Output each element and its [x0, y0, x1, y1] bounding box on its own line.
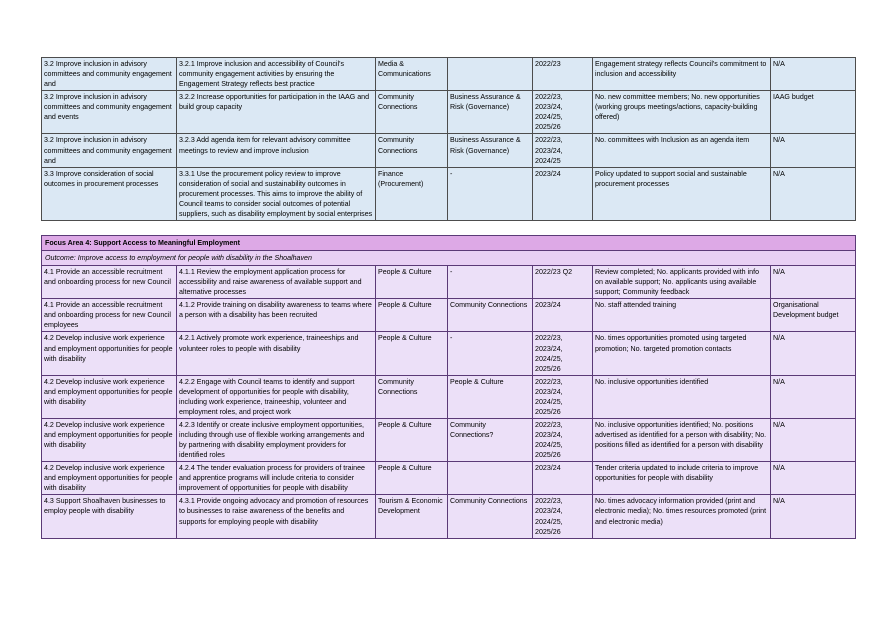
cell-resources: N/A	[771, 266, 856, 299]
cell-resources: N/A	[771, 167, 856, 220]
cell-measure: No. times opportunities promoted using targeted promotion; No. targeted promotion contacts	[593, 332, 771, 375]
outcome-row	[42, 251, 856, 266]
tables-container	[41, 57, 855, 539]
table-row	[42, 495, 856, 538]
cell-timeframe: 2023/24	[533, 462, 593, 495]
cell-action: 3.2.2 Increase opportunities for participation in the IAAG and build group capacity	[177, 91, 376, 134]
cell-partners	[448, 462, 533, 495]
cell-measure: Tender criteria updated to include criteria to improve opportunities for people with disability	[593, 462, 771, 495]
cell-lead: Community Connections	[376, 375, 448, 418]
cell-timeframe: 2022/23, 2023/24, 2024/25, 2025/26	[533, 332, 593, 375]
cell-partners: -	[448, 266, 533, 299]
cell-lead: Tourism & Economic Development	[376, 495, 448, 538]
cell-action: 4.1.1 Review the employment application process for accessibility and raise awareness of available support and alternative processes	[177, 266, 376, 299]
cell-lead: Community Connections	[376, 91, 448, 134]
cell-lead: People & Culture	[376, 462, 448, 495]
cell-lead: Media & Communications	[376, 58, 448, 91]
table-row	[42, 299, 856, 332]
cell-strategy: 3.2 Improve inclusion in advisory committees and community engagement and	[42, 134, 177, 167]
cell-lead: People & Culture	[376, 332, 448, 375]
cell-strategy: 3.3 Improve consideration of social outcomes in procurement processes	[42, 167, 177, 220]
cell-lead: Community Connections	[376, 134, 448, 167]
table-row	[42, 418, 856, 461]
cell-partners: Community Connections?	[448, 418, 533, 461]
table-row	[42, 91, 856, 134]
cell-partners: People & Culture	[448, 375, 533, 418]
focus-area-3-body	[42, 58, 856, 221]
cell-action: 3.2.3 Add agenda item for relevant advisory committee meetings to review and improve inclusion	[177, 134, 376, 167]
table-row	[42, 58, 856, 91]
cell-action: 3.2.1 Improve inclusion and accessibility of Council's community engagement activities by ensuring the Engagement Strategy reflects best practice	[177, 58, 376, 91]
cell-measure: No. new committee members; No. new opportunities (working groups meetings/actions, capacity-building offered)	[593, 91, 771, 134]
cell-resources: N/A	[771, 462, 856, 495]
cell-measure: No. committees with Inclusion as an agenda item	[593, 134, 771, 167]
cell-resources: N/A	[771, 418, 856, 461]
cell-timeframe: 2023/24	[533, 167, 593, 220]
cell-partners: Community Connections	[448, 495, 533, 538]
table-row	[42, 462, 856, 495]
cell-timeframe: 2023/24	[533, 299, 593, 332]
cell-lead: People & Culture	[376, 418, 448, 461]
cell-strategy: 3.2 Improve inclusion in advisory committees and community engagement and	[42, 58, 177, 91]
cell-partners: -	[448, 332, 533, 375]
table-row	[42, 266, 856, 299]
cell-action: 4.2.1 Actively promote work experience, traineeships and volunteer roles to people with disability	[177, 332, 376, 375]
cell-resources: IAAG budget	[771, 91, 856, 134]
table-row	[42, 167, 856, 220]
cell-partners: Business Assurance & Risk (Governance)	[448, 134, 533, 167]
cell-partners: -	[448, 167, 533, 220]
cell-measure: No. staff attended training	[593, 299, 771, 332]
table-row	[42, 375, 856, 418]
cell-action: 4.2.4 The tender evaluation process for providers of trainee and apprentice programs will include criteria to consider improvement of opportunities for people with disability	[177, 462, 376, 495]
cell-action: 4.3.1 Provide ongoing advocacy and promotion of resources to businesses to raise awareness of the benefits and supports for employing people with disability	[177, 495, 376, 538]
cell-action: 4.2.2 Engage with Council teams to identify and support development of opportunities for people with disability, including work experience, traineeship, volunteer and employment roles, and project work	[177, 375, 376, 418]
focus-area-title: Focus Area 4: Support Access to Meaningful Employment	[42, 235, 856, 250]
table-row	[42, 134, 856, 167]
cell-resources: N/A	[771, 134, 856, 167]
cell-strategy: 4.2 Develop inclusive work experience and employment opportunities for people with disability	[42, 418, 177, 461]
cell-timeframe: 2022/23, 2023/24, 2024/25, 2025/26	[533, 91, 593, 134]
cell-partners	[448, 58, 533, 91]
cell-action: 3.3.1 Use the procurement policy review to improve consideration of social and sustainability outcomes in procurement processes. This aims to improve the ability of Council teams to consider social outcomes of potential suppliers, such as disability employment by social enterprises	[177, 167, 376, 220]
cell-action: 4.1.2 Provide training on disability awareness to teams where a person with a disability has been recruited	[177, 299, 376, 332]
cell-measure: Engagement strategy reflects Council's commitment to inclusion and accessibility	[593, 58, 771, 91]
outcome-statement: Outcome: Improve access to employment for people with disability in the Shoalhaven	[42, 251, 856, 266]
cell-strategy: 4.2 Develop inclusive work experience and employment opportunities for people with disability	[42, 462, 177, 495]
cell-lead: People & Culture	[376, 266, 448, 299]
cell-timeframe: 2022/23, 2023/24, 2024/25, 2025/26	[533, 418, 593, 461]
cell-timeframe: 2022/23 Q2	[533, 266, 593, 299]
focus-area-header-row	[42, 235, 856, 250]
focus-area-4-body	[42, 235, 856, 538]
cell-lead: People & Culture	[376, 299, 448, 332]
cell-strategy: 3.2 Improve inclusion in advisory committees and community engagement and events	[42, 91, 177, 134]
cell-timeframe: 2022/23, 2023/24, 2024/25, 2025/26	[533, 375, 593, 418]
cell-strategy: 4.1 Provide an accessible recruitment and onboarding process for new Council	[42, 266, 177, 299]
table-row	[42, 332, 856, 375]
focus-area-3-table	[41, 57, 856, 221]
cell-measure: No. inclusive opportunities identified	[593, 375, 771, 418]
cell-resources: N/A	[771, 58, 856, 91]
table-spacer	[41, 221, 855, 235]
cell-strategy: 4.1 Provide an accessible recruitment and onboarding process for new Council employees	[42, 299, 177, 332]
cell-strategy: 4.2 Develop inclusive work experience and employment opportunities for people with disability	[42, 332, 177, 375]
cell-resources: Organisational Development budget	[771, 299, 856, 332]
cell-timeframe: 2022/23	[533, 58, 593, 91]
cell-partners: Business Assurance & Risk (Governance)	[448, 91, 533, 134]
cell-action: 4.2.3 Identify or create inclusive employment opportunities, including through use of flexible working arrangements and by partnering with disability employment providers for identified roles	[177, 418, 376, 461]
cell-measure: No. times advocacy information provided (print and electronic media); No. times resources promoted (print and electronic media)	[593, 495, 771, 538]
cell-partners: Community Connections	[448, 299, 533, 332]
cell-measure: Policy updated to support social and sustainable procurement processes	[593, 167, 771, 220]
cell-resources: N/A	[771, 375, 856, 418]
cell-lead: Finance (Procurement)	[376, 167, 448, 220]
cell-measure: Review completed; No. applicants provided with info on available support; No. applicants using available support; Community feedback	[593, 266, 771, 299]
cell-resources: N/A	[771, 332, 856, 375]
cell-strategy: 4.3 Support Shoalhaven businesses to employ people with disability	[42, 495, 177, 538]
cell-timeframe: 2022/23, 2023/24, 2024/25	[533, 134, 593, 167]
cell-resources: N/A	[771, 495, 856, 538]
cell-measure: No. inclusive opportunities identified; No. positions advertised as identified for a person with disability; No. positions filled as identified for a person with disability	[593, 418, 771, 461]
cell-strategy: 4.2 Develop inclusive work experience and employment opportunities for people with disability	[42, 375, 177, 418]
focus-area-4-table	[41, 235, 856, 539]
cell-timeframe: 2022/23, 2023/24, 2024/25, 2025/26	[533, 495, 593, 538]
